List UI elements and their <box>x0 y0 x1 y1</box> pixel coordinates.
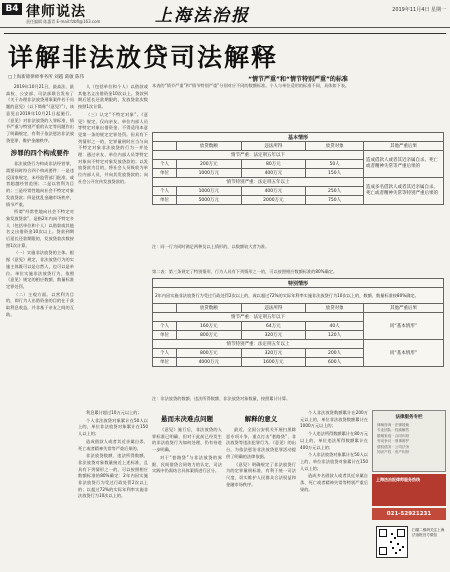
newspaper-name: 上海法治报 <box>155 6 250 26</box>
table-row: 单位 800万元 320万元 120人 <box>153 331 444 340</box>
table-row: 个人 1000万元 400万元 250人 <box>153 187 444 196</box>
section-heading: 解释的意义 <box>244 415 278 423</box>
article-column-4 <box>152 410 222 564</box>
service-banner: 上海法治报律师服务热线 <box>372 474 446 506</box>
group-label: 情节严重：法定刑五年以下 <box>153 151 364 160</box>
group-label: 情节特别严重：法定刑五年以上 <box>153 178 364 187</box>
article-column-2 <box>78 84 148 284</box>
qr-caption: 扫描二维码关注上海法治报官方微信 <box>412 528 445 538</box>
ad-title: 法律服务专栏 <box>395 415 423 420</box>
paragraph: 人（包括单位和个人）以借款或其他名义出借资金10次以上。贷款到期后延长还款期限的，发放贷款次数按照1次计算。 <box>78 84 148 110</box>
special-standards-table <box>152 278 444 367</box>
consequence-cell: 造成借款人或者其近亲属自杀、死亡或者精神失常等严重后果的 <box>364 151 444 178</box>
column-header: 放贷对象 <box>306 304 364 313</box>
section-heading: 悬而未决难点问题 <box>161 415 213 423</box>
headline-divider <box>4 33 446 34</box>
same-as-cell: 同“基本情形” <box>364 340 444 367</box>
hotline-number: 021-52921231 <box>372 508 446 520</box>
table-note: 注：同一行为同时满足两种及以上情形的，以数额较大者为准。 <box>152 244 270 249</box>
paragraph: 非法放贷行为构成非法经营罪，需要同时符合四个构成要件：一是违反国家规定，未经监管部门批准，或者超越经营范围；二是以营利为目的；三是经常性地向社会不特定对象发放贷款；四是扰乱金融市场秩序，情节严重。 <box>6 161 74 207</box>
basic-standards-table <box>152 132 444 205</box>
table-row: 个人 800万元 320万元 200人 <box>153 349 444 358</box>
page-number: B4 <box>2 3 22 15</box>
paragraph: 个人非法放贷数额累计在200万元以上的，单位非法放贷数额累计在1000万元以上的； <box>300 410 368 429</box>
group-label: 情节特别严重：法定刑五年以上 <box>153 340 364 349</box>
paragraph: 所谓“经常性地向社会不特定对象发放贷款”，是指2年内向不特定多人（包括单位和个人）以借款或其他名义出借资金10次以上。贷款到期后延长还款期限的，发放贷款次数按照1次计算。 <box>6 209 74 248</box>
paragraph: 利息累计超过10万元以上的； <box>86 410 142 415</box>
condition-cell: 2年内因实施非法放贷行为受过行政处罚2次以上的，或以超过72%的实际年利率实施非法放贷行为10次以上的，数额、数量标准按80%确定。 <box>153 288 444 304</box>
article-headline: 详解非法放贷司法解释 <box>8 43 279 72</box>
qr-code-icon[interactable] <box>376 526 408 558</box>
paragraph: 非法放贷数额、违法所得数额、非法放贷对象数量接近上述标准，且具有下列情形之一的，可以按照相应数额标准的80%确定：2年内因实施非法放贷行为受过行政处罚2次以上的；以超过72%的实际年利率实施非法放贷行为10次以上的。 <box>78 453 148 499</box>
paragraph: 《意见》施行后，非法放贷的入罪标准已明确，但对于此前已经发生的非法放贷行为如何处理，仍有待进一步明确。 <box>152 427 222 453</box>
group-label: 情节严重：法定刑五年以下 <box>153 313 364 322</box>
editor-info: 责任编辑 陈惠青 E-mail:fzbfl@163.com <box>26 19 101 24</box>
column-header: 放贷对象 <box>306 142 364 151</box>
ad-text: 律师咨询 · 法律援助 专业团队 · 权威解答 婚姻家庭 · 合同纠纷 劳动争议 · 刑事辩护 债权债务 · 公司法务 知识产权 · 房产纠纷 <box>377 423 410 455</box>
same-as-cell: 同“基本情形” <box>364 313 444 340</box>
table-row: 个人 160万元 64万元 40人 <box>153 322 444 331</box>
table-title: 基本情形 <box>153 133 444 142</box>
masthead <box>0 0 450 28</box>
table-title: 特别情形 <box>153 279 444 288</box>
paragraph: 最近，全国公安机关开展扫黑除恶专项斗争，重点打击“套路贷”、非法放贷等违法犯罪行为。《意见》的出台，为依法惩治非法放贷犯罪活动提供了明确的法律依据。 <box>226 427 296 459</box>
consequence-cell: 造成多名借款人或者其近亲属自杀、死亡或者精神失常等特别严重后果的 <box>364 178 444 205</box>
qr-section <box>372 524 446 564</box>
paragraph: 个人非法放贷对象累计在50人以上的，单位非法放贷对象累计在150人以上的； <box>300 452 368 471</box>
sidebar-ad <box>372 410 446 472</box>
table-row: 单位 4000万元 1600万元 600人 <box>153 358 444 367</box>
paragraph: （一）实施非法放贷的主体。根据《意见》规定，非法放贷行为的实施主体既可以是自然人，也可以是单位。单位实施非法放贷行为，依照《意见》规定的相应数额、数量标准定罪处罚。 <box>6 250 74 289</box>
paragraph: 造成借款人或者其近亲属自杀、死亡或者精神失常等严重后果的。 <box>78 438 148 451</box>
section-title: 律师说法 <box>26 4 86 20</box>
intro-paragraph: 2019年10月21日，最高法、最高检、公安部、司法部联合发布了《关于办理非法放贷刑事案件若干问题的意见》（以下简称“《意见》”），该意见自2019年10月21日起施行。《意见》对非法放贷的入罪标准、情节严重与特别严重的认定等问题作出了明确规定，有利于依法惩治非法放贷犯罪，维护金融秩序。 <box>6 84 74 143</box>
article-column-3 <box>78 410 148 564</box>
paragraph: （三）认定“不特定对象”。《意见》规定，仅向亲友、单位内部人员等特定对象出借资金，不得适用本意见第一条的规定定罪处罚。但具有下列情形之一的，定罪量刑时应当与向不特定对象非法放贷的行为一并处理：通过亲友、单位内部人员等特定对象向不特定对象发放贷款的；以发放贷款为目的，将社会人员吸收为单位内部人员，并向其发放贷款的；向社会公开宣传发放贷款的。 <box>78 111 148 184</box>
issue-date: 2019年11月4日 星期一 <box>392 7 446 13</box>
column-header: 放贷数额 <box>177 304 242 313</box>
article-column-1 <box>6 84 74 564</box>
table-row: 单位 5000万元 2000万元 750人 <box>153 196 444 205</box>
table-row: 个人 200万元 80万元 50人 <box>153 160 444 169</box>
table-row: 单位 1000万元 400万元 150人 <box>153 169 444 178</box>
column-header: 其他严重后果 <box>364 142 444 151</box>
table-note: 第二表：第三条规定了特别情形，行为人具有下列情形之一的，可以按照相应数额标准的80%确定。 <box>152 269 338 274</box>
column-header: 其他严重后果 <box>364 304 444 313</box>
column-header: 放贷数额 <box>177 142 242 151</box>
paragraph: 对于“套路贷”与非法放贷的界限、民间借贷合同效力的认定，司法实践中仍需结合具体案情进行区分。 <box>152 454 222 474</box>
standards-intro: 本表的“情节严重”和“情节特别严重”分别对应不同的数额标准。个人与单位适用的标准不同，具体如下表。 <box>152 83 350 88</box>
article-column-5 <box>226 410 296 564</box>
paragraph: 个人违法所得数额累计在80万元以上的，单位违法所得数额累计在400万元以上的； <box>300 431 368 450</box>
column-header: 违法所得 <box>241 304 306 313</box>
paragraph: 造成多名借款人或者其近亲属自杀、死亡或者精神失常等特别严重后果的。 <box>300 473 368 492</box>
paragraph: 个人非法放贷对象累计在50人以上的，单位非法放贷对象累计在150人以上的； <box>78 417 148 437</box>
section-heading: 涉罪的四个构成要件 <box>10 149 70 158</box>
column-header: 违法所得 <box>241 142 306 151</box>
table-note: 注：非法放贷的数额、违法所得数额、非法放贷对象数量，按照累计计算。 <box>152 396 291 401</box>
standards-box-title: “情节严重”和“情节特别严重”的标准 <box>248 76 348 83</box>
byline: □上海新锦律师事务所 刘越 葛敏 陈伟 <box>8 75 85 80</box>
paragraph: （二）主观方面。以营利为目的，即行为人出借资金的目的在于获取利息收益，并非基于亲友之间的互助。 <box>6 291 74 317</box>
article-column-6 <box>300 410 368 564</box>
paragraph: 《意见》明确规定了非法放贷行为的定罪量刑标准，有利于统一司法尺度，切实维护人民群众合法权益和金融市场秩序。 <box>226 461 296 487</box>
